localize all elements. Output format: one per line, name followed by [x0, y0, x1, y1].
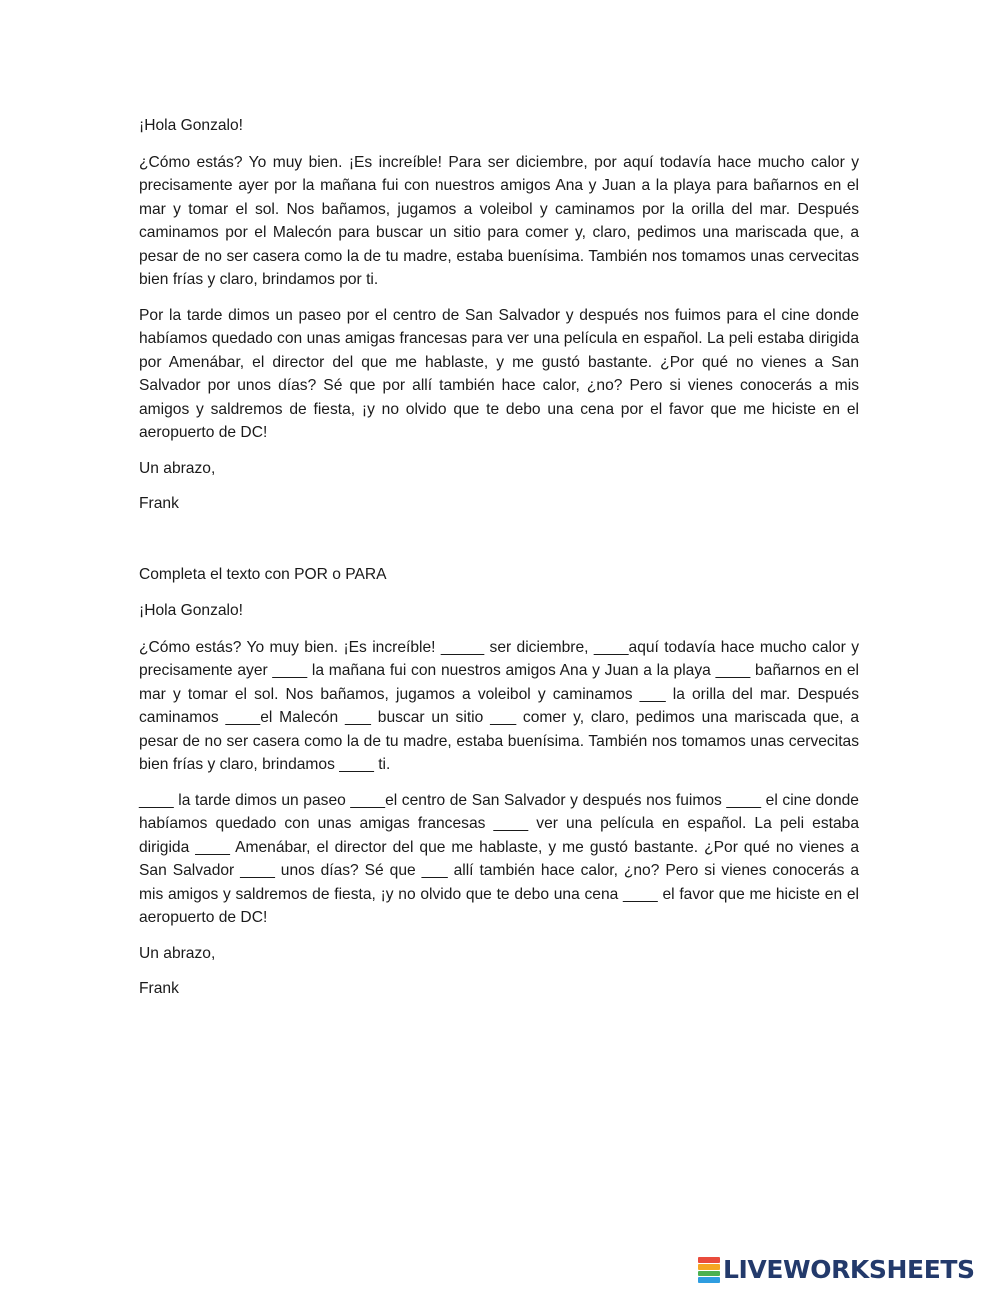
liveworksheets-logo [698, 1256, 975, 1284]
logo-bar-blue [698, 1277, 720, 1283]
liveworksheets-logo-text: LIVEWORKSHEETS [723, 1255, 975, 1284]
exercise-instruction: Completa el texto con POR o PARA [139, 565, 387, 583]
letter-closing: Un abrazo, [139, 459, 216, 477]
logo-bar-orange [698, 1264, 720, 1270]
letter-greeting: ¡Hola Gonzalo! [139, 117, 244, 134]
exercise-closing: Un abrazo, [139, 944, 216, 962]
exercise-greeting: ¡Hola Gonzalo! [139, 602, 244, 619]
logo-bar-red [698, 1257, 720, 1263]
letter-paragraph-1: ¿Cómo estás? Yo muy bien. ¡Es increíble! Para ser diciembre, por aquí todavía hace mucho calor y precisamente ayer por la mañana fui con nuestros amigos Ana y Juan a la playa para bañarnos en el mar y tomar el sol. Nos bañamos, jugamos a voleibol y caminamos por la orilla del mar. Después caminamos por el Malecón para buscar un sitio para comer y, claro, pedimos una mariscada que, a pesar de no ser casera como la de tu madre, estaba buenísima. También nos tomamos unas cervecitas bien frías y claro, brindamos por ti. [139, 153, 859, 288]
letter-signature: Frank [139, 495, 179, 512]
letter-paragraph-2: Por la tarde dimos un paseo por el centro de San Salvador y después nos fuimos para el cine donde habíamos quedado con unas amigas francesas para ver una película en español. La peli estaba dirigida por Amenábar, el director del que me hablaste, y me gustó bastante. ¿Por qué no vienes a San Salvador por unos días? Sé que por allí también hace calor, ¿no? Pero si vienes conocerás a mis amigos y saldremos de fiesta, ¡y no olvido que te debo una cena por el favor que me hiciste en el aeropuerto de DC! [139, 306, 859, 441]
exercise-paragraph-2: ____ la tarde dimos un paseo ____el centro de San Salvador y después nos fuimos ____ el cine donde habíamos quedado con unas amigas francesas ____ ver una película en español. La peli estaba dirigida ____ Amenábar, el director del que me hablaste, y me gustó bastante. ¿Por qué no vienes a San Salvador ____ unos días? Sé que ___ allí también hace calor, ¿no? Pero si vienes conocerás a mis amigos y saldremos de fiesta, ¡y no olvido que te debo una cena ____ el favor que me hiciste en el aeropuerto de DC! [139, 791, 859, 926]
worksheet-page [139, 114, 859, 1001]
logo-bar-green [698, 1271, 720, 1277]
liveworksheets-logo-icon [698, 1257, 720, 1283]
exercise-signature: Frank [139, 980, 179, 997]
exercise-paragraph-1: ¿Cómo estás? Yo muy bien. ¡Es increíble! _____ ser diciembre, ____aquí todavía hace mucho calor y precisamente ayer ____ la mañana fui con nuestros amigos Ana y Juan a la playa ____ bañarnos en el mar y tomar el sol. Nos bañamos, jugamos a voleibol y caminamos ___ la orilla del mar. Después caminamos ____el Malecón ___ buscar un sitio ___ comer y, claro, pedimos una mariscada que, a pesar de no ser casera como la de tu madre, estaba buenísima. También nos tomamos unas cervecitas bien frías y claro, brindamos ____ ti. [139, 638, 859, 773]
